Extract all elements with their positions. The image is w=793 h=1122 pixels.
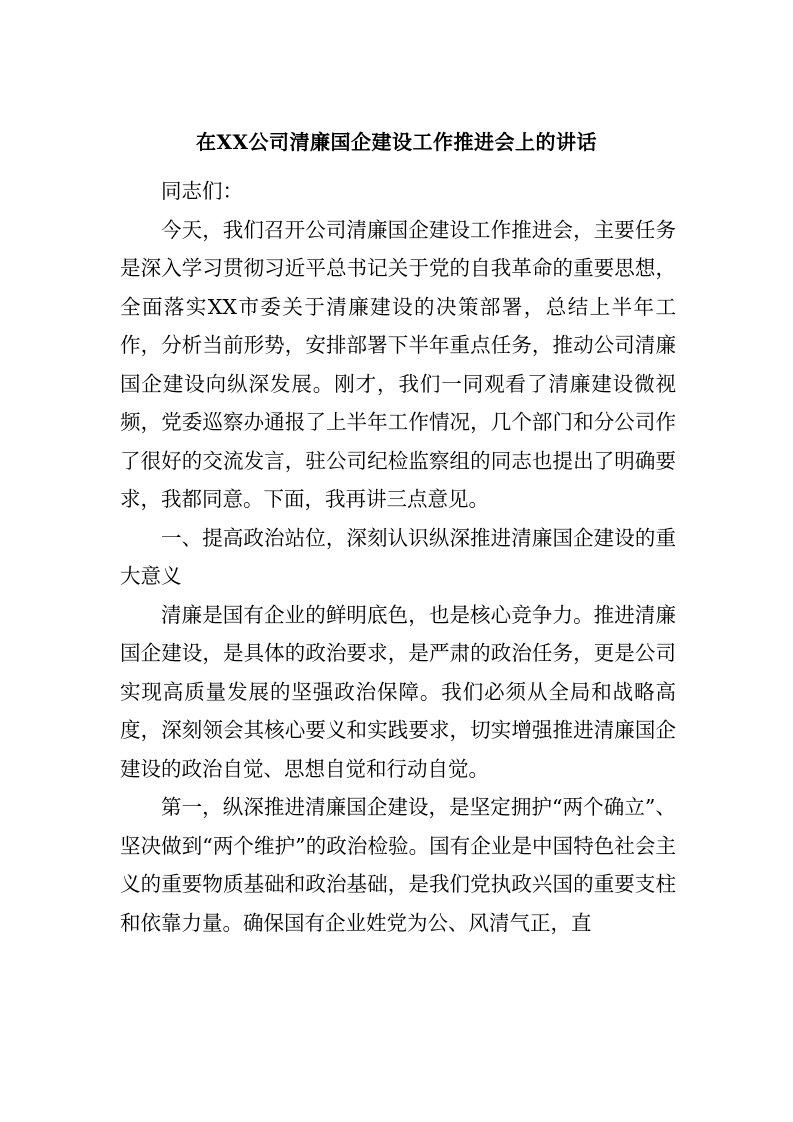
body-paragraph: 第一，纵深推进清廉国企建设，是坚定拥护“两个确立”、坚决做到“两个维护”的政治检验。国有企业是中国特色社会主义的重要物质基础和政治基础，是我们党执政兴国的重要支柱和依靠力量。确保国有企业姓党为公、风清气正，直 (120, 795, 676, 935)
section-heading: 一、提高政治站位，深刻认识纵深推进清廉国企建设的重大意义 (120, 525, 676, 588)
document-title: 在XX公司清廉国企建设工作推进会上的讲话 (195, 130, 598, 154)
body-paragraph: 清廉是国有企业的鲜明底色，也是核心竞争力。推进清廉国企建设，是具体的政治要求，是严肃的政治任务，更是公司实现高质量发展的坚强政治保障。我们必须从全局和战略高度，深刻领会其核心要义和实践要求，切实增强推进清廉国企建设的政治自觉、思想自觉和行动自觉。 (120, 602, 676, 781)
salutation-paragraph: 同志们： (161, 179, 243, 203)
document-body (120, 172, 676, 942)
intro-paragraph: 今天，我们召开公司清廉国企建设工作推进会，主要任务是深入学习贯彻习近平总书记关于党的自我革命的重要思想，全面落实XX市委关于清廉建设的决策部署，总结上半年工作，分析当前形势，安排部署下半年重点任务，推动公司清廉国企建设向纵深发展。刚才，我们一同观看了清廉建设微视频，党委巡察办通报了上半年工作情况，几个部门和分公司作了很好的交流发言，驻公司纪检监察组的同志也提出了明确要求，我都同意。下面，我再讲三点意见。 (120, 217, 676, 511)
